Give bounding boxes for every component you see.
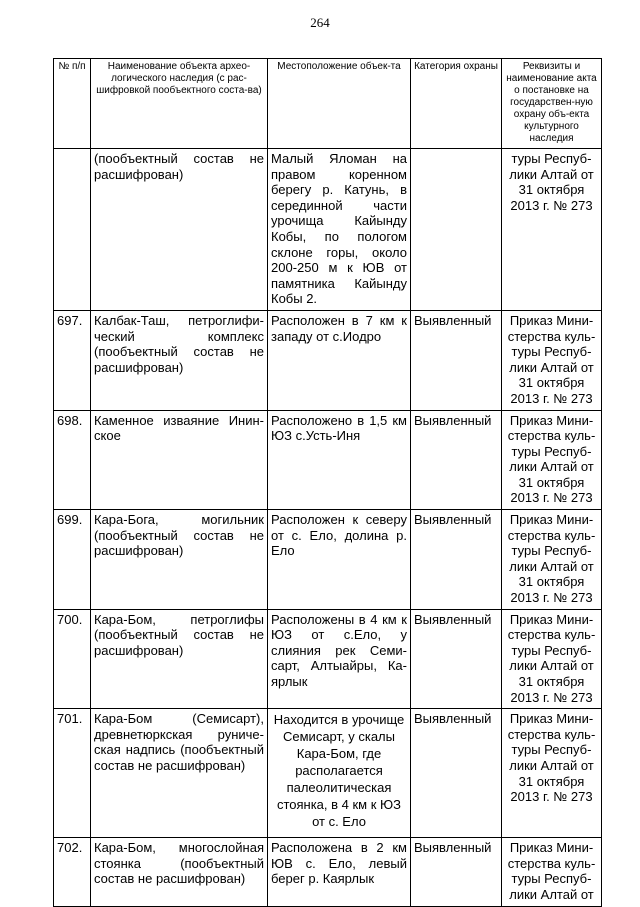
protection-category: Выявленный [411,410,502,510]
object-name: Калбак-Таш, петроглифи-ческий комплекс (пообъектный состав не расшифрован) [91,310,268,410]
header-location: Местоположение объек-та [268,59,411,149]
object-name: (пообъектный состав не расшифрован) [91,149,268,311]
protection-category [411,149,502,311]
act-requisites: Приказ Мини-стерства куль-туры Респуб-лики Алтай от [502,838,602,906]
heritage-registry-table [53,58,602,907]
act-requisites: Приказ Мини-стерства куль-туры Респуб-лики Алтай от 31 октября 2013 г. № 273 [502,510,602,610]
act-requisites: Приказ Мини-стерства куль-туры Респуб-лики Алтай от 31 октября 2013 г. № 273 [502,609,602,709]
table-row [54,410,602,510]
object-name: Кара-Бом, петроглифы (пообъектный состав не расшифрован) [91,609,268,709]
table-row [54,310,602,410]
object-location: Расположен к северу от с. Ело, долина р. Ело [268,510,411,610]
object-name: Кара-Бом (Семисарт), древнетюркская руниче-ская надпись (пообъектный состав не расшифрован) [91,709,268,838]
object-name: Каменное изваяние Инин-ское [91,410,268,510]
protection-category: Выявленный [411,838,502,906]
protection-category: Выявленный [411,310,502,410]
row-number: 700. [54,609,91,709]
object-location: Расположены в 4 км к ЮЗ от с.Ело, у слияния рек Семи-сарт, Алтыайры, Ка-ярлык [268,609,411,709]
act-requisites: Приказ Мини-стерства куль-туры Респуб-лики Алтай от 31 октября 2013 г. № 273 [502,709,602,838]
row-number: 699. [54,510,91,610]
object-location: Расположено в 1,5 км ЮЗ с.Усть-Иня [268,410,411,510]
row-number: 702. [54,838,91,906]
page-number: 264 [310,15,330,30]
object-location: Расположена в 2 км ЮВ с. Ело, левый берег р. Каярлык [268,838,411,906]
protection-category: Выявленный [411,609,502,709]
protection-category: Выявленный [411,709,502,838]
act-requisites: туры Респуб-лики Алтай от 31 октября 2013 г. № 273 [502,149,602,311]
protection-category: Выявленный [411,510,502,610]
table-row [54,838,602,906]
header-category: Категория охраны [411,59,502,149]
header-name: Наименование объекта архео-логического наследия (с рас-шифровкой пообъектного соста-ва) [91,59,268,149]
row-number [54,149,91,311]
table-row [54,149,602,311]
header-number: № п/п [54,59,91,149]
row-number: 701. [54,709,91,838]
object-name: Кара-Бом, многослойная стоянка (пообъектный состав не расшифрован) [91,838,268,906]
act-requisites: Приказ Мини-стерства куль-туры Респуб-лики Алтай от 31 октября 2013 г. № 273 [502,410,602,510]
act-requisites: Приказ Мини-стерства куль-туры Респуб-лики Алтай от 31 октября 2013 г. № 273 [502,310,602,410]
row-number: 698. [54,410,91,510]
object-name: Кара-Бога, могильник (пообъектный состав не расшифрован) [91,510,268,610]
table-header-row [54,59,602,149]
table-row [54,510,602,610]
object-location: Расположен в 7 км к западу от с.Иодро [268,310,411,410]
object-location: Малый Яломан на правом коренном берегу р. Катунь, в серединной части урочища Кайынду Кобы, по пологом склоне горы, около 200-250 м к ЮВ от памятника Кайынду Кобы 2. [268,149,411,311]
row-number: 697. [54,310,91,410]
object-location: Находится в урочище Семисарт, у скалы Кара-Бом, где располагается палеолитическая стоянка, в 4 км к ЮЗ от с. Ело [268,709,411,838]
table-row [54,709,602,838]
table-row [54,609,602,709]
header-requisites: Реквизиты и наименование акта о постановке на государствен-ную охрану объ-екта культурного наследия [502,59,602,149]
